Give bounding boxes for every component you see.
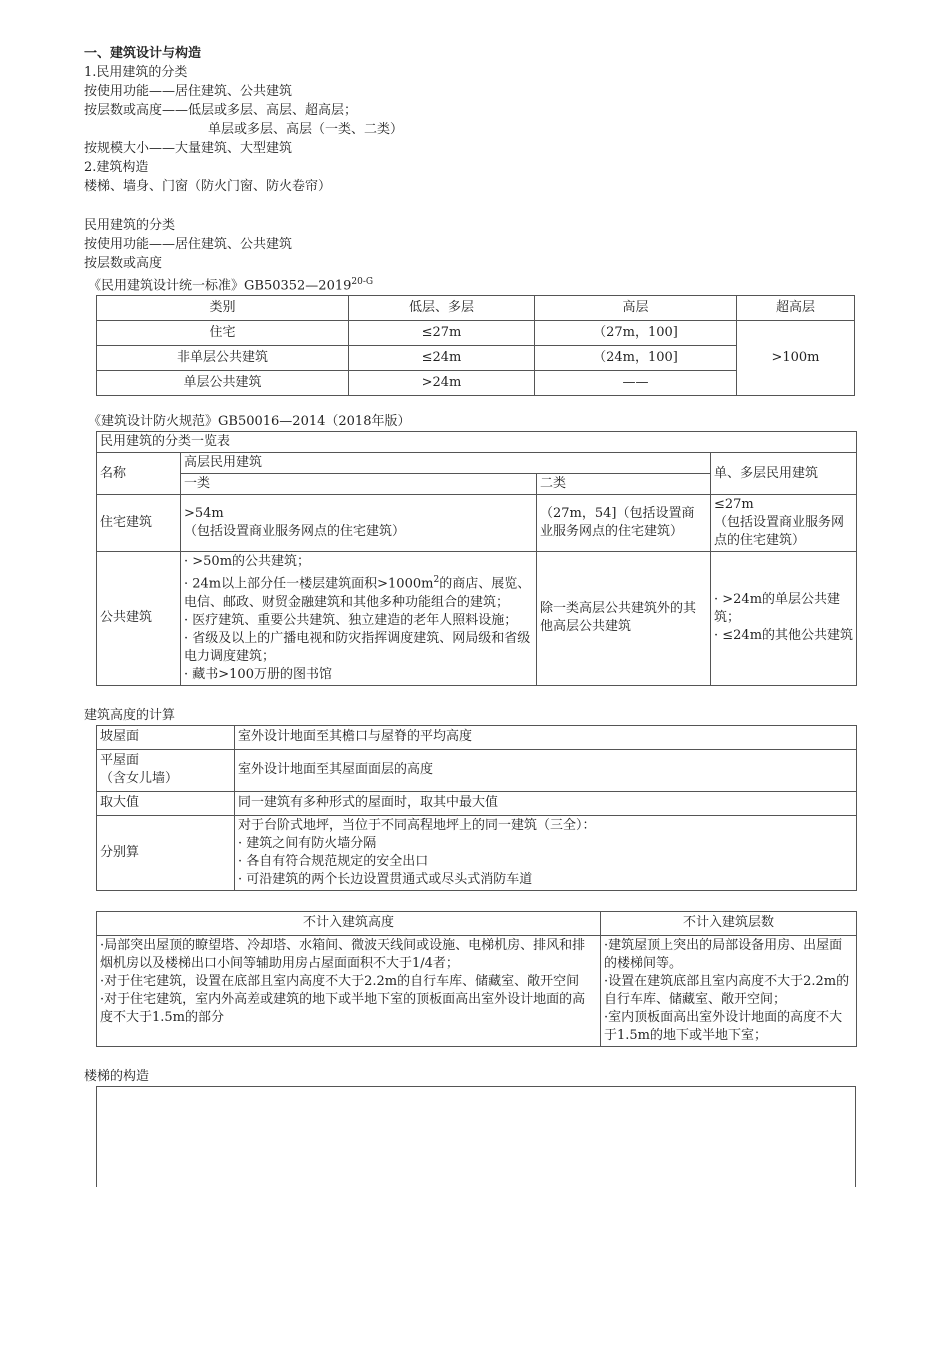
row-label: 坡屋面 xyxy=(97,725,235,749)
cell-line: · 藏书>100万册的图书馆 xyxy=(184,666,332,682)
table-cell xyxy=(181,495,537,552)
table-header-cell: 高层 xyxy=(535,296,737,321)
table-cell: —— xyxy=(535,371,737,396)
cell-line: 平屋面 xyxy=(100,753,140,769)
table-cell xyxy=(97,935,601,1046)
table-row xyxy=(97,749,857,791)
table-header-cell: 单、多层民用建筑 xyxy=(711,453,857,495)
text-line: 1.民用建筑的分类 xyxy=(84,65,188,80)
fire-code-table xyxy=(96,431,857,685)
table-cell: 室外设计地面至其屋面面层的高度 xyxy=(235,749,857,791)
table-cell: （27m，54]（包括设置商业服务网点的住宅建筑） xyxy=(537,495,711,552)
table-row xyxy=(97,935,857,1046)
table-row xyxy=(97,791,857,815)
table-row xyxy=(97,321,855,346)
table-cell: 非单层公共建筑 xyxy=(97,346,349,371)
cell-line: （包括设置商业服务网点的住宅建筑） xyxy=(714,515,845,549)
document-page xyxy=(84,44,856,1187)
table-header-row xyxy=(97,296,855,321)
cell-line: （含女儿墙） xyxy=(100,771,179,787)
cell-line: ·室内顶板面高出室外设计地面的高度不大于1.5m的地下或半地下室； xyxy=(604,1009,843,1043)
table-header-row xyxy=(97,911,857,935)
table-cell: 室外设计地面至其檐口与屋脊的平均高度 xyxy=(235,725,857,749)
row-label: 公共建筑 xyxy=(97,552,181,685)
table-header-row xyxy=(97,453,857,474)
table-header-cell: 不计入建筑层数 xyxy=(601,911,857,935)
text-line: 按使用功能——居住建筑、公共建筑 xyxy=(84,84,293,99)
table-cell: 除一类高层公共建筑外的其他高层公共建筑 xyxy=(537,552,711,685)
row-label: 取大值 xyxy=(97,791,235,815)
table-cell xyxy=(601,935,857,1046)
table-row xyxy=(97,725,857,749)
classification-table xyxy=(96,295,855,396)
cell-line: ·设置在建筑底部且室内高度不大于2.2m的自行车库、储藏室、敞开空间； xyxy=(604,973,850,1007)
cell-line: （包括设置商业服务网点的住宅建筑） xyxy=(184,524,406,540)
text-line: 2.建筑构造 xyxy=(84,160,149,175)
cell-line: · 省级及以上的广播电视和防灾指挥调度建筑、网局级和省级电力调度建筑； xyxy=(184,630,531,664)
text-line: 楼梯、墙身、门窗（防火门窗、防火卷帘） xyxy=(84,179,332,194)
cell-line: · 可沿建筑的两个长边设置贯通式或尽头式消防车道 xyxy=(238,871,533,887)
text-line: 按层数或高度 xyxy=(84,256,163,271)
section-title: 建筑高度的计算 xyxy=(84,707,176,723)
section-heading: 一、建筑设计与构造 xyxy=(84,46,202,61)
cell-line: ·局部突出屋顶的瞭望塔、冷却塔、水箱间、微波天线间或设施、电梯机房、排风和排烟机房以及楼梯出口小间等辅助用房占屋面面积不大于1/4者； xyxy=(100,937,586,971)
table-cell: 住宅 xyxy=(97,321,349,346)
cell-line: · 各自有符合规范规定的安全出口 xyxy=(238,853,429,869)
table-cell: 同一建筑有多种形式的屋面时，取其中最大值 xyxy=(235,791,857,815)
cell-line: · 医疗建筑、重要公共建筑、独立建造的老年人照料设施； xyxy=(184,612,518,628)
cell-line: · 24m以上部分任一楼层建筑面积$>1000m^2$的商店、展览、电信、邮政、财贸金融建筑和其他多种功能组合的建筑； xyxy=(184,575,531,610)
table-header-cell: 类别 xyxy=(97,296,349,321)
cell-line: 对于台阶式地坪，当位于不同高程地坪上的同一建筑（三全）： xyxy=(238,817,596,833)
cell-line: · ≤24m的其他公共建筑 xyxy=(714,628,854,644)
table-caption-row xyxy=(97,432,857,453)
table-header-cell: 一类 xyxy=(181,474,537,495)
height-calc-table xyxy=(96,725,857,891)
row-label: 住宅建筑 xyxy=(97,495,181,552)
table-row xyxy=(97,495,857,552)
cell-line: ·对于住宅建筑，设置在底部且室内高度不大于2.2m的自行车库、储藏室、敞开空间 xyxy=(100,973,580,989)
table-header-cell: 超高层 xyxy=(737,296,855,321)
text-line: 按使用功能——居住建筑、公共建筑 xyxy=(84,237,293,252)
standard-title: 《建筑设计防火规范》GB50016—2014（2018年版） xyxy=(88,414,411,430)
section-title: 楼梯的构造 xyxy=(84,1068,150,1084)
text-line: 按规模大小——大量建筑、大型建筑 xyxy=(84,141,293,156)
table-cell: （27m，100] xyxy=(535,321,737,346)
table-cell: 单层公共建筑 xyxy=(97,371,349,396)
table-cell: ≤27m xyxy=(349,321,535,346)
cell-line: · 建筑之间有防火墙分隔 xyxy=(238,835,377,851)
text-line: 单层或多层、高层（一类、二类） xyxy=(208,122,404,137)
cell-line: ·建筑屋顶上突出的局部设备用房、出屋面的楼梯间等。 xyxy=(604,937,843,971)
cell-line: · >24m的单层公共建筑； xyxy=(714,592,841,626)
standard-title: 《民用建筑设计统一标准》$GB50352—2019^{20-G}$ xyxy=(88,277,374,294)
table-row xyxy=(97,815,857,890)
table-header-cell: 低层、多层 xyxy=(349,296,535,321)
text-line: 按层数或高度——低层或多层、高层、超高层； xyxy=(84,103,358,118)
table-header-cell: 高层民用建筑 xyxy=(181,453,711,474)
cell-line: ≤27m xyxy=(714,497,754,513)
table-header-cell: 名称 xyxy=(97,453,181,495)
table-header-cell: 二类 xyxy=(537,474,711,495)
text-line: 民用建筑的分类 xyxy=(84,218,176,233)
stairs-content-box xyxy=(96,1086,856,1187)
table-cell: （24m，100] xyxy=(535,346,737,371)
table-cell xyxy=(711,495,857,552)
row-label: 分别算 xyxy=(97,815,235,890)
table-cell xyxy=(235,815,857,890)
cell-line: >54m xyxy=(184,506,224,522)
exclusion-table xyxy=(96,911,857,1047)
super-high-cell: >100m xyxy=(737,321,855,396)
table-cell: ≤24m xyxy=(349,346,535,371)
table-cell: >24m xyxy=(349,371,535,396)
cell-line: · >50m的公共建筑； xyxy=(184,554,311,570)
table-header-cell: 不计入建筑高度 xyxy=(97,911,601,935)
table-row xyxy=(97,552,857,685)
table-caption: 民用建筑的分类一览表 xyxy=(97,432,857,453)
table-cell xyxy=(711,552,857,685)
cell-line: ·对于住宅建筑，室内外高差或建筑的地下或半地下室的顶板面高出室外设计地面的高度不大于1.5m的部分 xyxy=(100,991,586,1025)
row-label xyxy=(97,749,235,791)
table-cell xyxy=(181,552,537,685)
